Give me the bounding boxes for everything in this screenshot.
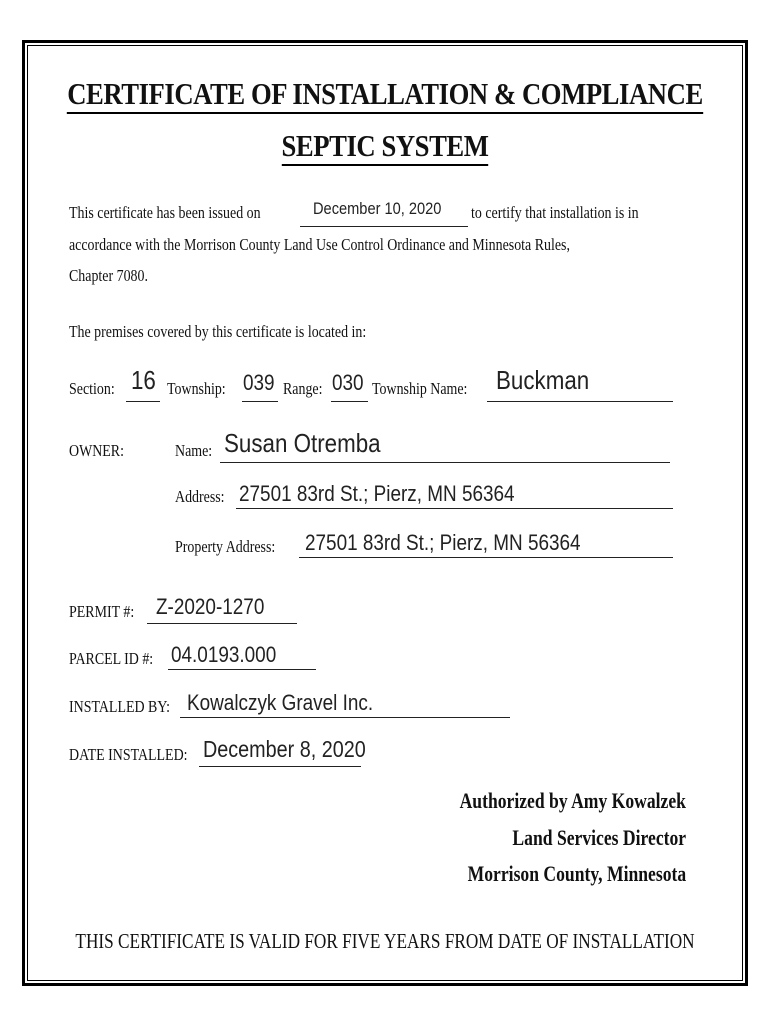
certificate-subtitle <box>54 128 716 164</box>
section-label: Section: <box>69 379 115 398</box>
signature-authorized-by: Authorized by Amy Kowalzek <box>459 788 686 813</box>
parcel-id-line <box>168 669 316 670</box>
intro-text-part1: This certificate has been issued on <box>69 203 261 222</box>
intro-text-line3: Chapter 7080. <box>69 266 148 285</box>
title-line-1: CERTIFICATE OF INSTALLATION & COMPLIANCE <box>67 76 703 114</box>
range-line <box>331 401 368 402</box>
range-label: Range: <box>283 379 323 398</box>
parcel-id-label: PARCEL ID #: <box>69 649 154 668</box>
property-address-label: Property Address: <box>175 537 276 556</box>
installed-by-value: Kowalczyk Gravel Inc. <box>187 690 374 715</box>
owner-address-value: 27501 83rd St.; Pierz, MN 56364 <box>239 481 515 506</box>
issue-date-line <box>300 226 468 227</box>
owner-address-line <box>236 508 673 509</box>
range-value: 030 <box>332 370 364 395</box>
signature-county: Morrison County, Minnesota <box>467 861 686 886</box>
parcel-id-value: 04.0193.000 <box>171 642 277 667</box>
section-value: 16 <box>131 365 156 395</box>
permit-label: PERMIT #: <box>69 602 135 621</box>
intro-text-part2: to certify that installation is in <box>471 203 639 222</box>
signature-title: Land Services Director <box>512 825 686 850</box>
permit-line <box>147 623 297 624</box>
date-installed-label: DATE INSTALLED: <box>69 745 188 764</box>
township-value: 039 <box>243 370 275 395</box>
validity-footer: THIS CERTIFICATE IS VALID FOR FIVE YEARS FROM DATE OF INSTALLATION <box>75 929 695 953</box>
installed-by-label: INSTALLED BY: <box>69 697 170 716</box>
owner-address-label: Address: <box>175 487 225 506</box>
premises-text: The premises covered by this certificate is located in: <box>69 322 367 341</box>
owner-label: OWNER: <box>69 441 124 460</box>
township-label: Township: <box>167 379 226 398</box>
installed-by-line <box>180 717 510 718</box>
date-installed-line <box>199 766 361 767</box>
date-installed-value: December 8, 2020 <box>203 736 366 762</box>
property-address-line <box>299 557 673 558</box>
township-name-line <box>487 401 673 402</box>
issue-date-value: December 10, 2020 <box>313 199 442 218</box>
intro-text-line2: accordance with the Morrison County Land Use Control Ordinance and Minnesota Rules, <box>69 235 570 254</box>
property-address-value: 27501 83rd St.; Pierz, MN 56364 <box>305 530 581 555</box>
certificate-title <box>54 76 716 112</box>
township-line <box>242 401 278 402</box>
owner-name-label: Name: <box>175 441 213 460</box>
title-line-2: SEPTIC SYSTEM <box>281 128 488 166</box>
permit-value: Z-2020-1270 <box>156 594 265 619</box>
owner-name-line <box>220 462 670 463</box>
section-line <box>126 401 160 402</box>
owner-name-value: Susan Otremba <box>224 428 381 458</box>
township-name-label: Township Name: <box>372 379 468 398</box>
township-name-value: Buckman <box>496 365 590 395</box>
